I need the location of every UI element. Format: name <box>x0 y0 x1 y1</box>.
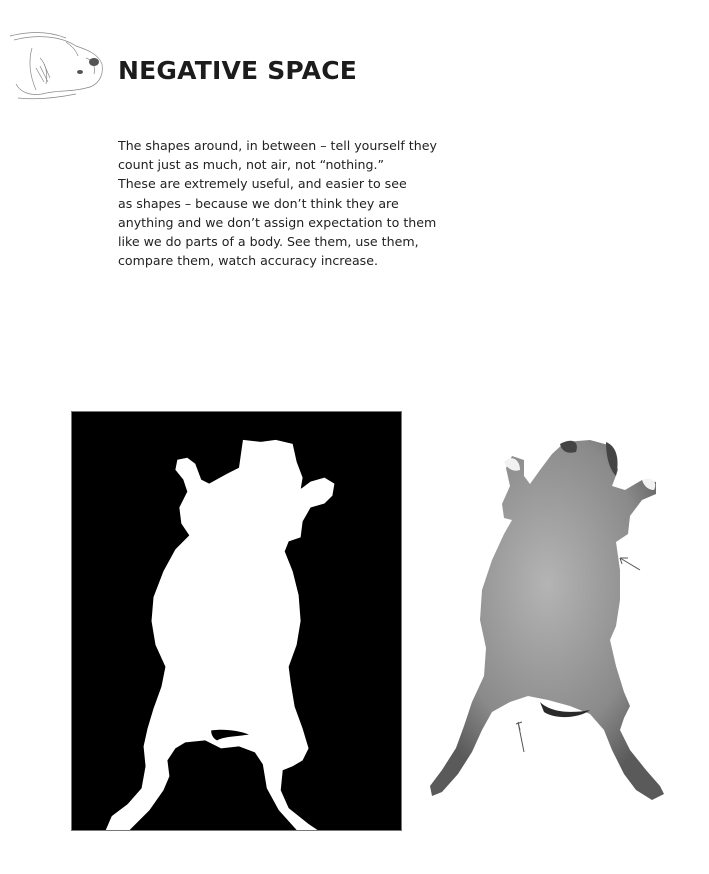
page-title: NEGATIVE SPACE <box>118 56 358 85</box>
body-paragraph <box>118 136 448 270</box>
dog-silhouette-image <box>72 412 401 830</box>
silhouette-figure <box>71 411 402 831</box>
body-line: anything and we don’t assign expectation to them <box>118 214 437 230</box>
body-line: compare them, watch accuracy increase. <box>118 253 378 269</box>
body-line: These are extremely useful, and easier to see <box>118 176 407 192</box>
dog-sketch-icon <box>6 28 106 104</box>
body-line: like we do parts of a body. See them, use them, <box>118 234 419 250</box>
body-line: count just as much, not air, not “nothing.” <box>118 157 385 173</box>
dog-photo-image <box>420 430 680 810</box>
body-line: as shapes – because we don’t think they are <box>118 195 399 211</box>
body-line: The shapes around, in between – tell yourself they <box>118 138 437 153</box>
